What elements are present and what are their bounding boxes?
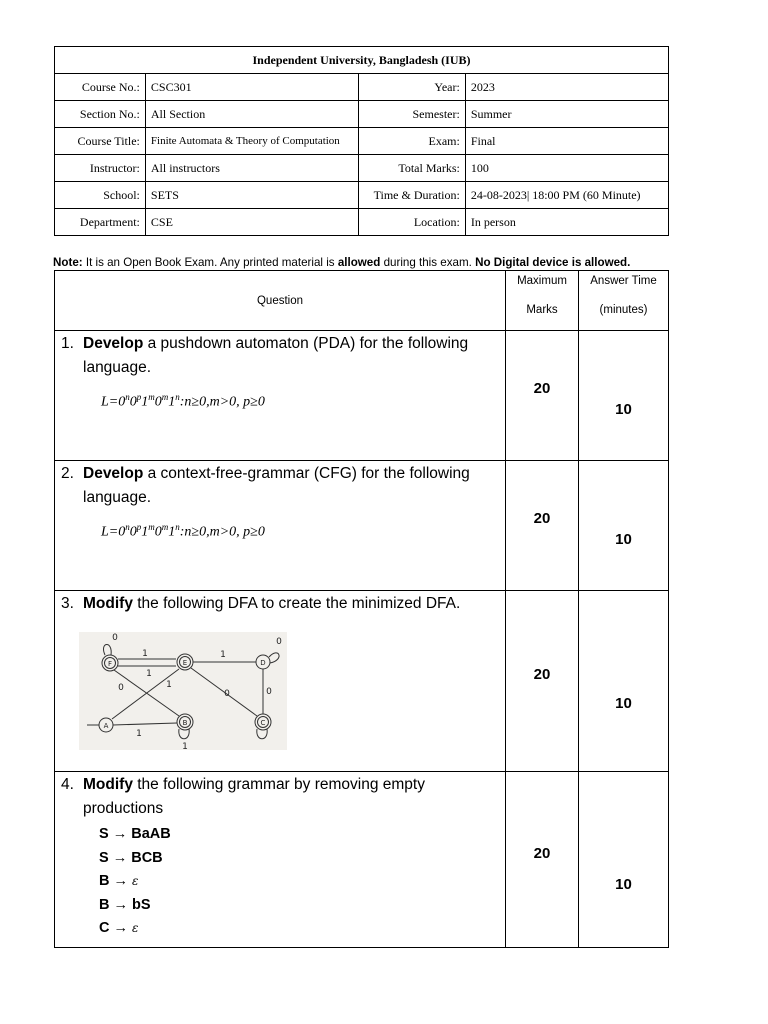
formula-exp: n	[175, 392, 180, 402]
question-1-verb: Develop	[83, 335, 144, 352]
question-2-time-cell	[579, 461, 669, 591]
question-2-cell	[55, 461, 506, 591]
question-1-time: 10	[615, 401, 632, 418]
state-label: B	[182, 719, 188, 727]
question-3-number: 3.	[61, 595, 74, 612]
questions-header-row	[55, 271, 669, 331]
question-1-number: 1.	[61, 335, 74, 352]
course-title-value: Finite Automata & Theory of Computation	[145, 128, 358, 155]
question-row-4	[55, 772, 669, 948]
production-lhs: C	[99, 920, 110, 936]
question-2-time: 10	[615, 531, 632, 548]
location-label: Location:	[359, 209, 466, 236]
semester-label: Semester:	[359, 101, 466, 128]
production	[55, 870, 505, 894]
total-marks-label: Total Marks:	[359, 155, 466, 182]
production-rhs: ε	[132, 921, 139, 935]
formula-condition: :n≥0,m>0, p≥0	[179, 524, 265, 540]
formula-eq: =0	[108, 394, 126, 410]
transition-label: 0	[112, 633, 118, 643]
production	[55, 847, 505, 871]
production-rhs: BCB	[131, 849, 163, 866]
question-4-time: 10	[615, 876, 632, 893]
note-text-2: during this exam.	[380, 256, 476, 269]
question-3-text: the following DFA to create the minimized DFA.	[132, 595, 461, 612]
question-1-marks-cell	[506, 331, 579, 461]
formula-exp: m	[161, 392, 169, 402]
year-label: Year:	[359, 74, 466, 101]
production-lhs: B	[99, 896, 110, 913]
course-title-label: Course Title:	[55, 128, 146, 155]
formula-exp: n	[125, 392, 130, 402]
note-bold-1: allowed	[337, 256, 381, 269]
answer-time-column-header	[579, 271, 669, 331]
question-3-marks-cell	[506, 591, 579, 772]
max-marks-header-line1: Maximum	[517, 275, 567, 287]
production-lhs: B	[99, 873, 110, 889]
dfa-diagram	[79, 632, 287, 750]
section-label: Section No.:	[55, 101, 146, 128]
question-column-header: Question	[55, 271, 506, 331]
year-value: 2023	[465, 74, 668, 101]
question-2-number: 2.	[61, 465, 74, 482]
grammar-productions	[55, 823, 505, 941]
question-3-time: 10	[615, 695, 632, 712]
instructor-label: Instructor:	[55, 155, 146, 182]
state-label: C	[260, 719, 266, 727]
formula-exp: m	[148, 522, 155, 532]
state-label: F	[107, 660, 113, 668]
max-marks-header-line2: Marks	[526, 304, 558, 316]
production-arrow: →	[112, 826, 128, 842]
transition-label: 1	[146, 669, 152, 679]
semester-value: Summer	[465, 101, 668, 128]
answer-time-header-line1: Answer Time	[590, 275, 657, 287]
total-marks-value: 100	[465, 155, 668, 182]
formula-exp: p	[136, 392, 142, 402]
course-no-label: Course No.:	[55, 74, 146, 101]
school-label: School:	[55, 182, 146, 209]
exam-label: Exam:	[359, 128, 466, 155]
production	[55, 894, 505, 918]
transition-label: 0	[224, 689, 230, 699]
transition-label: 0	[276, 637, 282, 647]
max-marks-column-header	[506, 271, 579, 331]
question-3-time-cell	[579, 591, 669, 772]
time-duration-label: Time & Duration:	[359, 182, 466, 209]
question-4-cell	[55, 772, 506, 948]
state-label: E	[182, 659, 188, 667]
transition-label: 1	[182, 742, 188, 750]
formula-exp: p	[136, 522, 142, 532]
transition-label: 0	[266, 687, 272, 697]
transition-label: 0	[118, 683, 124, 693]
question-2-text: a context-free-grammar (CFG) for the following language.	[83, 465, 470, 506]
formula-exp: m	[161, 522, 169, 532]
answer-time-header-line2: (minutes)	[599, 304, 648, 316]
note-text-1: It is an Open Book Exam. Any printed material is	[82, 256, 338, 269]
production-arrow: →	[113, 873, 129, 889]
question-2-formula: $L=0^n0^p1^m0^m1^n:n\ge 0,m>0$, p≥0	[101, 522, 265, 540]
university-title: Independent University, Bangladesh (IUB)	[55, 47, 669, 74]
question-row-3	[55, 591, 669, 772]
transition-label: 1	[136, 729, 142, 739]
production-rhs: BaAB	[131, 826, 171, 842]
formula-exp: m	[148, 392, 155, 402]
production-lhs: S	[99, 849, 109, 866]
transition-label: 1	[142, 649, 148, 659]
section-value: All Section	[145, 101, 358, 128]
exam-note	[53, 256, 630, 269]
production-lhs: S	[99, 826, 109, 842]
note-bold-2: No Digital device is allowed.	[475, 256, 631, 269]
time-duration-value: 24-08-2023| 18:00 PM (60 Minute)	[465, 182, 668, 209]
formula-exp: n	[125, 522, 130, 532]
question-4-text: the following grammar by removing empty productions	[83, 776, 425, 817]
location-value: In person	[465, 209, 668, 236]
question-1-marks: 20	[533, 380, 551, 397]
transition-label: 1	[166, 680, 172, 690]
formula-exp: n	[175, 522, 180, 532]
question-2-marks-cell	[506, 461, 579, 591]
production-rhs: ε	[132, 874, 139, 888]
production-arrow: →	[112, 849, 128, 866]
transition-label: 1	[220, 650, 226, 660]
formula-l: L	[101, 394, 109, 410]
course-no-value: CSC301	[145, 74, 358, 101]
department-value: CSE	[145, 209, 358, 236]
question-1-text: a pushdown automaton (PDA) for the following language.	[83, 335, 469, 376]
formula-condition: :n≥0,m>0, p≥0	[179, 394, 265, 410]
school-value: SETS	[145, 182, 358, 209]
course-info-table	[54, 46, 669, 236]
exam-value: Final	[465, 128, 668, 155]
question-4-verb: Modify	[83, 776, 133, 793]
question-3-verb: Modify	[83, 595, 133, 612]
question-row-2	[55, 461, 669, 591]
note-label: Note:	[53, 256, 83, 269]
question-1-formula: $L=0^n0^p1^m0^m1^n:n\ge 0,m>0$, p≥0	[101, 392, 265, 410]
question-3-cell	[55, 591, 506, 772]
state-label: D	[260, 659, 266, 667]
department-label: Department:	[55, 209, 146, 236]
question-4-number: 4.	[61, 776, 74, 793]
production	[55, 823, 505, 847]
production-arrow: →	[113, 896, 129, 913]
formula-eq: =0	[108, 524, 126, 540]
question-4-time-cell	[579, 772, 669, 948]
instructor-value: All instructors	[145, 155, 358, 182]
questions-table	[54, 270, 669, 948]
question-3-marks: 20	[533, 666, 551, 683]
formula-l: L	[101, 524, 109, 540]
question-1-time-cell	[579, 331, 669, 461]
production	[55, 917, 505, 941]
question-2-verb: Develop	[83, 465, 144, 482]
state-label: A	[103, 722, 109, 730]
question-1-cell	[55, 331, 506, 461]
question-4-marks: 20	[533, 845, 551, 862]
question-4-marks-cell	[506, 772, 579, 948]
production-rhs: bS	[132, 896, 151, 913]
production-arrow: →	[113, 920, 129, 936]
question-row-1	[55, 331, 669, 461]
question-2-marks: 20	[533, 510, 551, 527]
